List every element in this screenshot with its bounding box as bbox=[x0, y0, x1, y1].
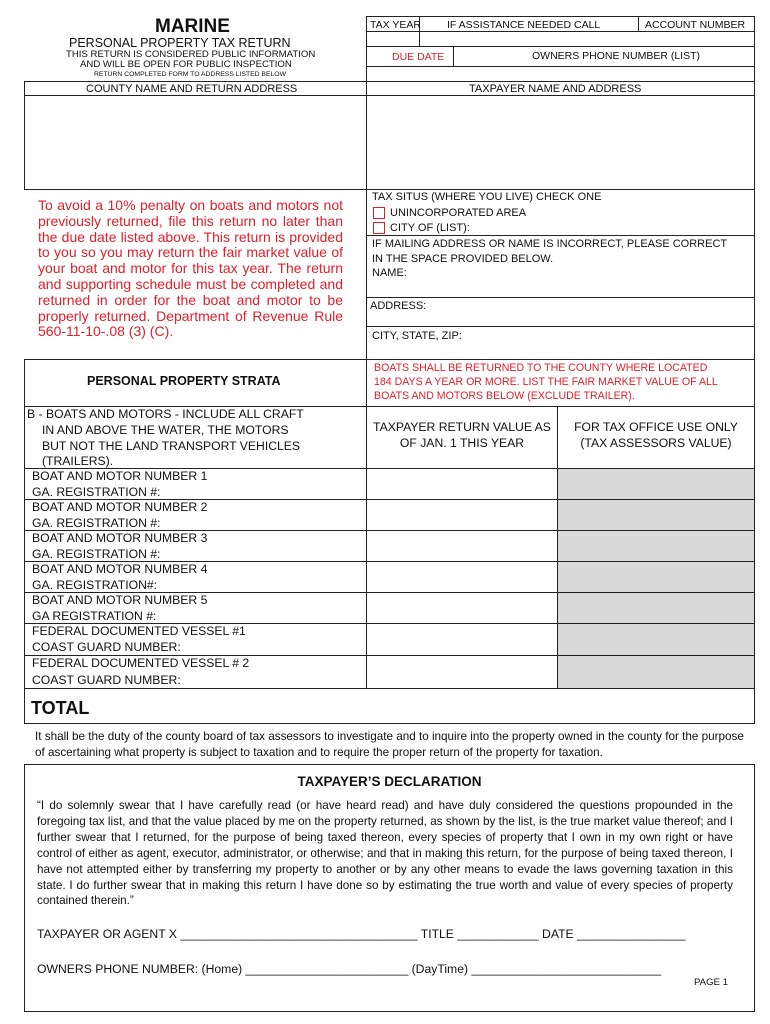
row-sub-label-5: GA REGISTRATION #: bbox=[32, 609, 157, 623]
row-sub-label-7: COAST GUARD NUMBER: bbox=[32, 673, 181, 687]
city-state-zip-label: CITY, STATE, ZIP: bbox=[372, 330, 462, 342]
row-label-7: FEDERAL DOCUMENTED VESSEL # 2 bbox=[32, 656, 250, 670]
signature-line[interactable]: TAXPAYER OR AGENT X ___________________________________ TITLE ____________ DATE ________________ bbox=[37, 927, 686, 941]
boats-notice-3: BOATS AND MOTORS BELOW (EXCLUDE TRAILER). bbox=[374, 390, 635, 402]
category-line-4: (TRAILERS). bbox=[42, 454, 114, 468]
taxpayer-value-input[interactable] bbox=[367, 562, 557, 592]
office-value-cell bbox=[558, 531, 754, 561]
taxpayer-value-input[interactable] bbox=[367, 469, 557, 499]
row-sub-label-2: GA. REGISTRATION #: bbox=[32, 516, 161, 530]
taxpayer-value-input[interactable] bbox=[367, 656, 557, 688]
office-value-cell bbox=[558, 500, 754, 530]
total-label: TOTAL bbox=[31, 698, 90, 718]
penalty-notice: To avoid a 10% penalty on boats and motors not previously returned, file this return no later than the due date listed above. This return is provided to you so you may return the fair market value of your boat and motor for this tax year. The return and supporting schedule must be completed and returned in order for the boat and motor to be properly returned. Department of Revenue Rule 560-11-10-.08 (3) (C). bbox=[38, 197, 343, 340]
county-address-label: COUNTY NAME AND RETURN ADDRESS bbox=[86, 83, 298, 95]
row-sub-label-1: GA. REGISTRATION #: bbox=[32, 485, 161, 499]
tax-year-label: TAX YEAR bbox=[370, 19, 421, 31]
row-sub-label-6: COAST GUARD NUMBER: bbox=[32, 640, 181, 654]
office-use-header-2: (TAX ASSESSORS VALUE) bbox=[580, 435, 732, 450]
duty-statement: It shall be the duty of the county board of tax assessors to investigate and to inquire into the property owned in the county for the purpose of ascertaining what property is subject to taxation and to require the proper return of the property for taxation. bbox=[35, 730, 744, 759]
boats-notice-2: 184 DAYS A YEAR OR MORE. LIST THE FAIR MARKET VALUE OF ALL bbox=[374, 376, 718, 388]
public-notice-1: THIS RETURN IS CONSIDERED PUBLIC INFORMATION bbox=[66, 49, 316, 60]
due-date-label: DUE DATE bbox=[392, 51, 445, 63]
county-address-box[interactable] bbox=[25, 96, 366, 189]
address-label: ADDRESS: bbox=[370, 300, 427, 312]
row-label-5: BOAT AND MOTOR NUMBER 5 bbox=[32, 593, 208, 607]
row-label-1: BOAT AND MOTOR NUMBER 1 bbox=[32, 469, 208, 483]
office-value-cell bbox=[558, 593, 754, 623]
office-value-cell bbox=[558, 656, 754, 688]
taxpayer-address-box[interactable] bbox=[367, 96, 754, 189]
taxpayer-value-input[interactable] bbox=[367, 531, 557, 561]
taxpayer-value-header-2: OF JAN. 1 THIS YEAR bbox=[399, 435, 525, 450]
taxpayer-value-input[interactable] bbox=[367, 593, 557, 623]
strata-heading: PERSONAL PROPERTY STRATA bbox=[87, 374, 281, 388]
assistance-phone-field[interactable] bbox=[420, 32, 754, 46]
office-value-cell bbox=[558, 469, 754, 499]
declaration-text: “I do solemnly swear that I have carefully read (or have heard read) and have duly considered the questions propounded in the foregoing tax list, and that the value placed by me on the property returned, as shown by the list, is the true market value thereof; and I further swear that I returned, for the purpose of being taxed thereon, every species of property that I own in my own right or have control of either as agent, executor, administrator, or otherwise; and that in making this return, for the purpose of being taxed thereon, I have not attempted either by transferring my property to another or by any other means to evade the laws governing taxation in this state. I do further swear that in making this return I have done so by estimating the true worth and value of every species of property contained therein.” bbox=[37, 799, 733, 908]
taxpayer-value-header-1: TAXPAYER RETURN VALUE AS bbox=[373, 420, 551, 434]
tax-year-field[interactable] bbox=[367, 32, 419, 46]
taxpayer-value-input[interactable] bbox=[367, 500, 557, 530]
correction-note-2: IN THE SPACE PROVIDED BELOW. bbox=[372, 253, 554, 265]
taxpayer-value-input[interactable] bbox=[367, 624, 557, 655]
situs-heading: TAX SITUS (WHERE YOU LIVE) CHECK ONE bbox=[372, 191, 602, 203]
row-sub-label-3: GA. REGISTRATION #: bbox=[32, 547, 161, 561]
form-title: MARINE bbox=[155, 16, 230, 37]
office-value-cell bbox=[558, 562, 754, 592]
name-label: NAME: bbox=[372, 267, 407, 279]
office-use-header-1: FOR TAX OFFICE USE ONLY bbox=[574, 420, 738, 434]
declaration-heading: TAXPAYER’S DECLARATION bbox=[297, 774, 482, 789]
owners-phone-label: OWNERS PHONE NUMBER (LIST) bbox=[532, 50, 701, 62]
correction-note-1: IF MAILING ADDRESS OR NAME IS INCORRECT, PLEASE CORRECT bbox=[372, 238, 728, 250]
assistance-label: IF ASSISTANCE NEEDED CALL bbox=[447, 19, 601, 31]
row-label-3: BOAT AND MOTOR NUMBER 3 bbox=[32, 531, 208, 545]
category-line-3: BUT NOT THE LAND TRANSPORT VEHICLES bbox=[42, 439, 301, 453]
account-number-label: ACCOUNT NUMBER bbox=[645, 19, 746, 31]
form-subtitle: PERSONAL PROPERTY TAX RETURN bbox=[69, 36, 291, 50]
unincorporated-checkbox[interactable] bbox=[373, 207, 385, 219]
row-label-6: FEDERAL DOCUMENTED VESSEL #1 bbox=[32, 624, 246, 638]
row-label-4: BOAT AND MOTOR NUMBER 4 bbox=[32, 562, 208, 576]
unincorporated-label: UNINCORPORATED AREA bbox=[390, 207, 527, 219]
row-label-2: BOAT AND MOTOR NUMBER 2 bbox=[32, 500, 208, 514]
office-value-cell bbox=[558, 624, 754, 655]
public-notice-2: AND WILL BE OPEN FOR PUBLIC INSPECTION bbox=[80, 59, 292, 70]
row-sub-label-4: GA. REGISTRATION#: bbox=[32, 578, 158, 592]
city-checkbox[interactable] bbox=[373, 222, 385, 234]
boats-notice-1: BOATS SHALL BE RETURNED TO THE COUNTY WHERE LOCATED bbox=[374, 362, 708, 374]
taxpayer-address-label: TAXPAYER NAME AND ADDRESS bbox=[469, 83, 642, 95]
category-line-2: IN AND ABOVE THE WATER, THE MOTORS bbox=[42, 423, 289, 437]
phone-line[interactable]: OWNERS PHONE NUMBER: (Home) ________________________ (DayTime) ____________________________ bbox=[37, 962, 662, 976]
return-note: RETURN COMPLETED FORM TO ADDRESS LISTED BELOW bbox=[94, 71, 286, 78]
category-line-1: B - BOATS AND MOTORS - INCLUDE ALL CRAFT bbox=[27, 407, 304, 421]
city-label: CITY OF (LIST): bbox=[390, 222, 470, 234]
page-number: PAGE 1 bbox=[694, 977, 728, 988]
